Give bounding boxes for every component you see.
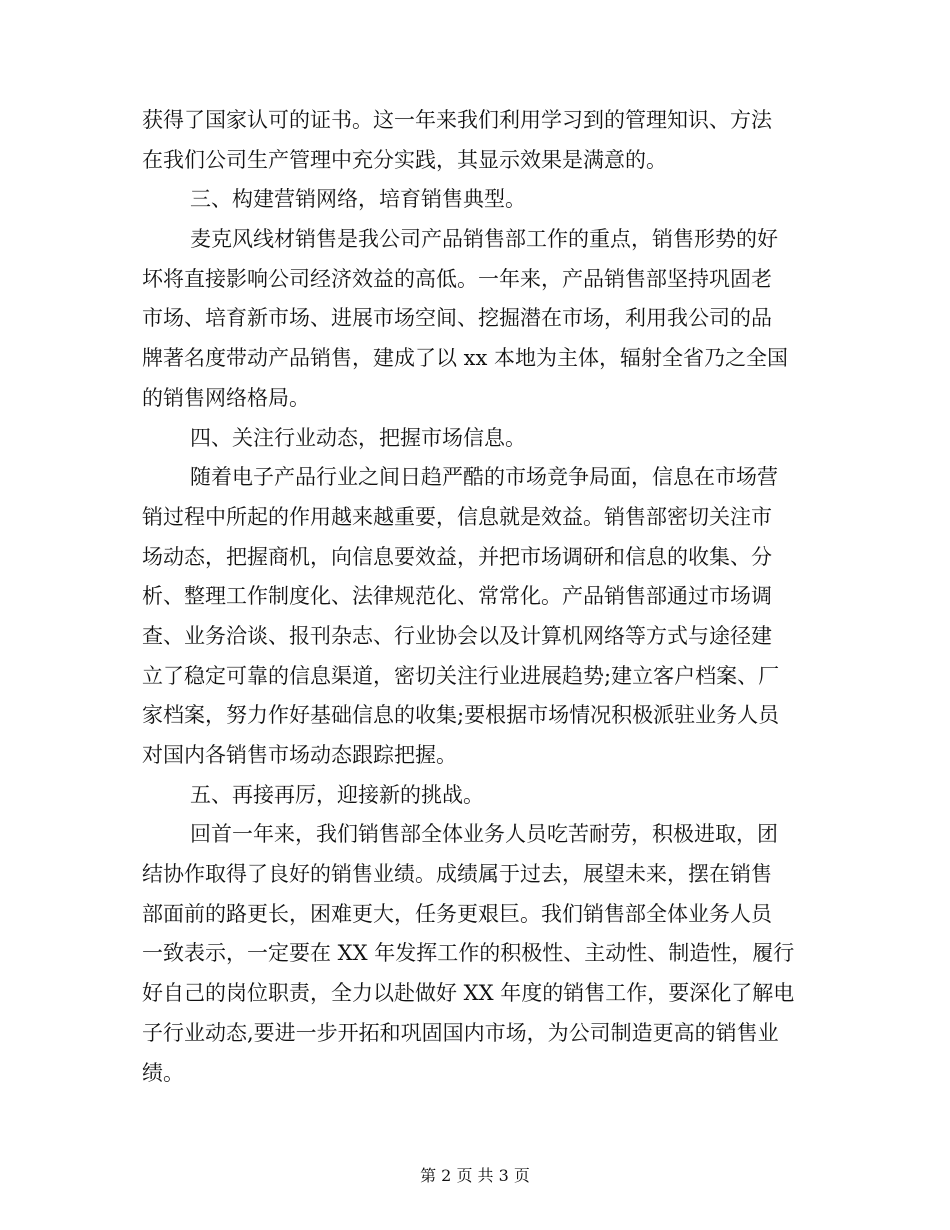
page-number-footer: 第 2 页 共 3 页: [420, 1166, 530, 1185]
text-line: 绩。: [142, 1060, 184, 1085]
text-line: 结协作取得了良好的销售业绩。成绩属于过去，展望未来，摆在销售: [142, 862, 772, 887]
section-heading: 四、关注行业动态，把握市场信息。: [190, 425, 526, 450]
text-line: 部面前的路更长，困难更大，任务更艰巨。我们销售部全体业务人员: [142, 901, 772, 926]
text-line: 随着电子产品行业之间日趋严酷的市场竞争局面，信息在市场营: [190, 465, 778, 490]
text-line: 市场、培育新市场、进展市场空间、挖掘潜在市场，利用我公司的品: [142, 306, 772, 331]
section-heading: 三、构建营销网络，培育销售典型。: [190, 187, 526, 212]
section-heading: 五、再接再厉，迎接新的挑战。: [190, 782, 484, 807]
text-line: 获得了国家认可的证书。这一年来我们利用学习到的管理知识、方法: [142, 108, 772, 132]
text-line: 麦克风线材销售是我公司产品销售部工作的重点，销售形势的好: [190, 227, 778, 252]
text-line: 子行业动态,要进一步开拓和巩固国内市场，为公司制造更高的销售业: [142, 1020, 779, 1045]
text-line: 牌著名度带动产品销售，建成了以 xx 本地为主体，辐射全省乃之全国: [142, 346, 789, 371]
text-line: 一致表示，一定要在 XX 年发挥工作的积极性、主动性、制造性，履行: [142, 941, 795, 966]
text-line: 对国内各销售市场动态跟踪把握。: [142, 743, 457, 767]
text-line: 析、整理工作制度化、法律规范化、常常化。产品销售部通过市场调: [142, 584, 772, 609]
text-line: 坏将直接影响公司经济效益的高低。一年来，产品销售部坚持巩固老: [142, 266, 772, 291]
text-line: 销过程中所起的作用越来越重要，信息就是效益。销售部密切关注市: [142, 504, 772, 529]
text-line: 查、业务洽谈、报刊杂志、行业协会以及计算机网络等方式与途径建: [142, 623, 772, 648]
text-line: 好自己的岗位职责，全力以赴做好 XX 年度的销售工作，要深化了解电: [142, 981, 795, 1006]
text-line: 立了稳定可靠的信息渠道，密切关注行业进展趋势;建立客户档案、厂: [142, 663, 780, 688]
text-line: 场动态，把握商机，向信息要效益，并把市场调研和信息的收集、分: [142, 544, 772, 569]
text-line: 回首一年来，我们销售部全体业务人员吃苦耐劳，积极进取，团: [190, 822, 778, 847]
text-line: 家档案，努力作好基础信息的收集;要根据市场情况积极派驻业务人员: [142, 703, 780, 728]
text-line: 在我们公司生产管理中充分实践，其显示效果是满意的。: [142, 147, 667, 172]
document-body: [142, 101, 812, 1093]
text-line: 的销售网络格局。: [142, 385, 310, 410]
